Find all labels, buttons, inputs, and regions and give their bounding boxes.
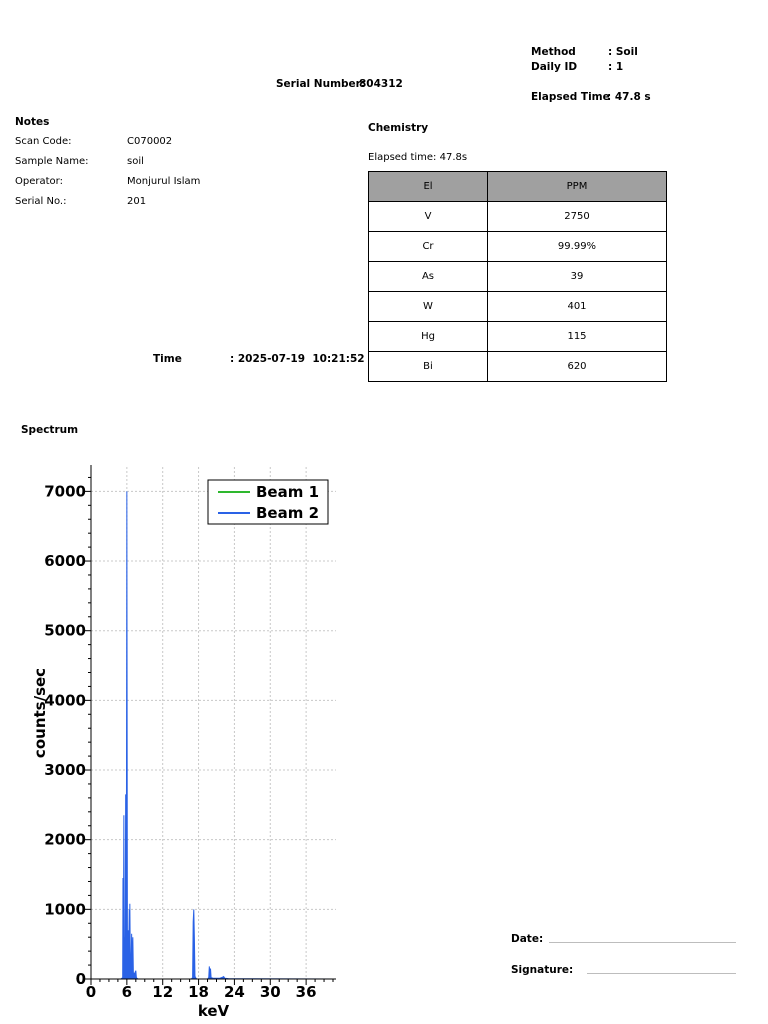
daily-id-label: Daily ID — [531, 61, 578, 73]
serial-no-value: 201 — [127, 196, 147, 207]
ppm-cell: 39 — [488, 262, 667, 292]
table-row — [369, 202, 667, 232]
x-tick-label: 18 — [188, 983, 209, 1001]
table-row — [369, 352, 667, 382]
elapsed-time-label: Elapsed Time — [531, 91, 610, 103]
chart-series — [91, 491, 336, 979]
series-line-beam-2 — [91, 491, 336, 979]
sample-name-value: soil — [127, 156, 144, 167]
serial-number-value: 804312 — [359, 78, 403, 90]
element-cell: Hg — [369, 322, 488, 352]
scan-code-label: Scan Code: — [15, 136, 72, 147]
x-tick-label: 12 — [152, 983, 174, 1001]
chart-legend — [208, 480, 328, 524]
chemistry-title: Chemistry — [368, 122, 429, 134]
ppm-cell: 401 — [488, 292, 667, 322]
y-tick-label: 6000 — [44, 552, 86, 571]
x-tick-label: 36 — [295, 983, 317, 1001]
y-tick-label: 4000 — [44, 691, 86, 710]
element-cell: W — [369, 292, 488, 322]
ppm-cell: 2750 — [488, 202, 667, 232]
y-tick-label: 0 — [75, 970, 86, 988]
ppm-cell: 115 — [488, 322, 667, 352]
ppm-cell: 620 — [488, 352, 667, 382]
y-tick-label: 7000 — [44, 482, 86, 501]
y-tick-label: 2000 — [44, 830, 86, 849]
time-value: : 2025-07-19 10:21:52 — [230, 353, 365, 365]
chemistry-header-row — [369, 172, 667, 202]
table-row — [369, 292, 667, 322]
date-label: Date: — [511, 933, 544, 945]
elapsed-time-value: : 47.8 s — [607, 91, 651, 103]
spectrum-title: Spectrum — [21, 424, 79, 436]
date-line[interactable] — [549, 942, 736, 943]
y-tick-label: 5000 — [44, 621, 86, 640]
element-cell: Bi — [369, 352, 488, 382]
y-tick-label: 3000 — [44, 761, 86, 780]
daily-id-value: : 1 — [608, 61, 624, 73]
ppm-cell: 99.99% — [488, 232, 667, 262]
method-label: Method — [531, 46, 576, 58]
spectrum-chart — [20, 455, 340, 1020]
element-cell: V — [369, 202, 488, 232]
scan-code-value: C070002 — [127, 136, 173, 147]
sample-name-label: Sample Name: — [15, 156, 89, 167]
legend-label: Beam 2 — [256, 504, 320, 522]
table-row — [369, 262, 667, 292]
chemistry-table — [368, 171, 667, 382]
x-tick-label: 24 — [223, 983, 245, 1001]
chemistry-elapsed-time: Elapsed time: 47.8s — [368, 152, 468, 163]
serial-no-label: Serial No.: — [15, 196, 67, 207]
element-cell: As — [369, 262, 488, 292]
y-tick-label: 1000 — [44, 900, 86, 919]
operator-label: Operator: — [15, 176, 63, 187]
x-axis-title: keV — [197, 1002, 230, 1020]
table-row — [369, 322, 667, 352]
operator-value: Monjurul Islam — [127, 176, 201, 187]
method-value: : Soil — [608, 46, 638, 58]
element-cell: Cr — [369, 232, 488, 262]
serial-number-label: Serial Number: — [276, 78, 366, 90]
y-axis-title: counts/sec — [31, 667, 49, 759]
signature-label: Signature: — [511, 964, 574, 976]
signature-line[interactable] — [587, 973, 736, 974]
x-tick-label: 6 — [121, 983, 133, 1001]
legend-label: Beam 1 — [256, 483, 320, 501]
chart-axes — [31, 465, 336, 1020]
time-label: Time — [153, 353, 182, 365]
table-row — [369, 232, 667, 262]
x-tick-label: 30 — [259, 983, 281, 1001]
column-header-el: El — [369, 172, 488, 202]
notes-title: Notes — [15, 116, 50, 128]
column-header-ppm: PPM — [488, 172, 667, 202]
x-tick-label: 0 — [85, 983, 97, 1001]
